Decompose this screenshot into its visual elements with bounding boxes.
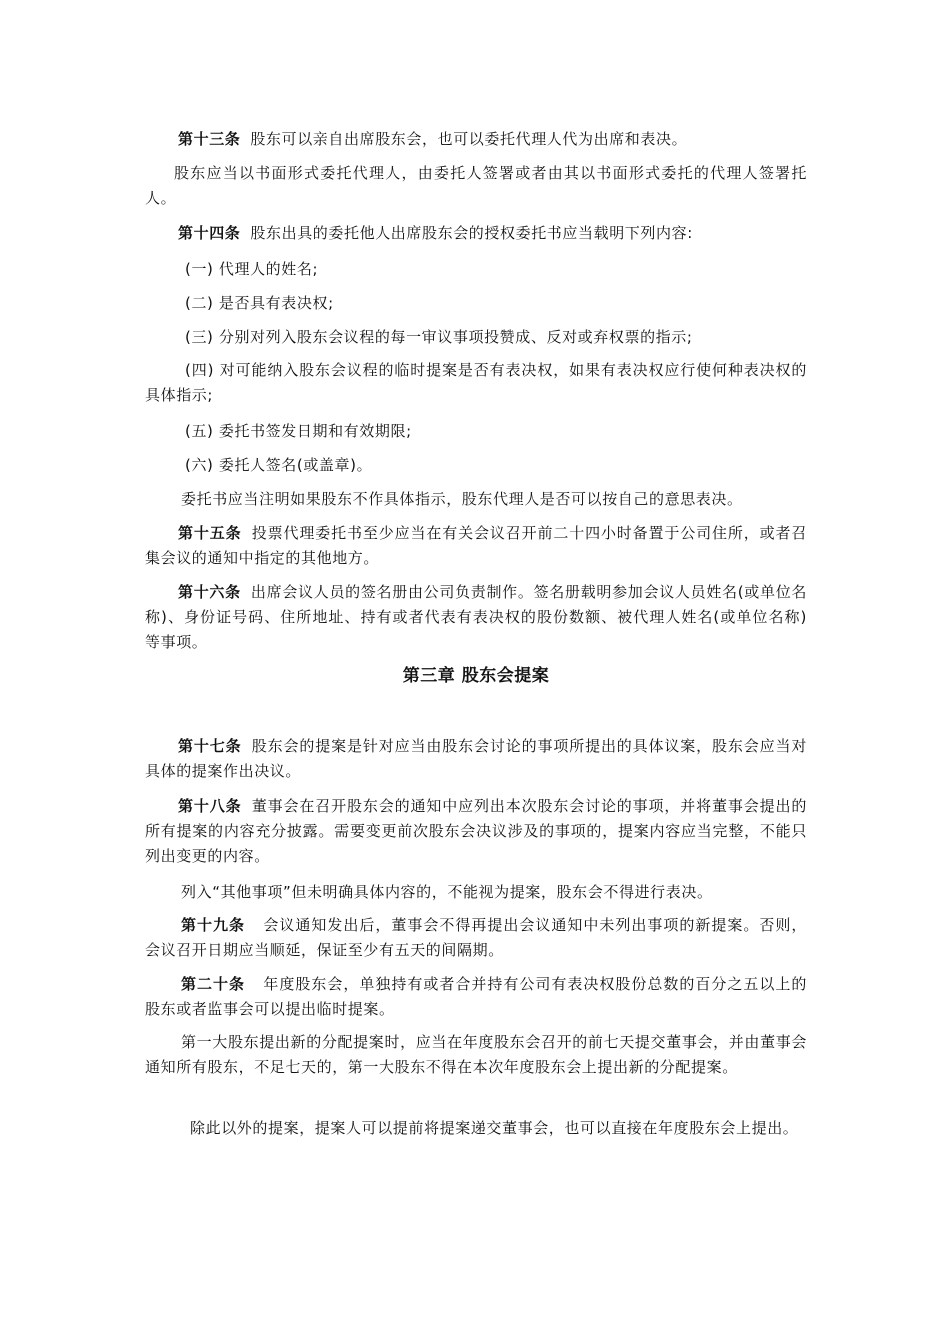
article-20-label: 第二十条 xyxy=(181,975,245,993)
article-20-text: 年度股东会，单独持有或者合并持有公司有表决权股份总数的百分之五以上的股东或者监事会可以提出临时提案。 xyxy=(145,975,807,1018)
article-14-item-2: (二) 是否具有表决权; xyxy=(185,294,334,312)
article-18-paragraph-2: 列入“其他事项”但未明确具体内容的，不能视为提案，股东会不得进行表决。 xyxy=(181,883,713,901)
article-19 xyxy=(145,913,807,963)
article-19-text: 会议通知发出后，董事会不得再提出会议通知中未列出事项的新提案。否则，会议召开日期应当顺延，保证至少有五天的间隔期。 xyxy=(145,916,807,959)
article-14-item-3: (三) 分别对列入股东会议程的每一审议事项投赞成、反对或弃权票的指示; xyxy=(185,328,693,346)
chapter-title: 第三章 股东会提案 xyxy=(402,666,550,686)
article-20-paragraph-3: 除此以外的提案，提案人可以提前将提案递交董事会，也可以直接在年度股东会上提出。 xyxy=(190,1119,799,1137)
article-14-item-5: (五) 委托书签发日期和有效期限; xyxy=(185,422,412,440)
article-18 xyxy=(145,794,807,869)
article-13-paragraph-2: 股东应当以书面形式委托代理人，由委托人签署或者由其以书面形式委托的代理人签署托人。 xyxy=(145,164,807,207)
article-16-text: 出席会议人员的签名册由公司负责制作。签名册载明参加会议人员姓名(或单位名称)、身份证号码、住所地址、持有或者代表有表决权的股份数额、被代理人姓名(或单位名称) 等事项。 xyxy=(145,583,807,651)
article-17-text: 股东会的提案是针对应当由股东会讨论的事项所提出的具体议案，股东会应当对具体的提案作出决议。 xyxy=(145,737,807,780)
article-17 xyxy=(145,734,807,784)
article-14 xyxy=(145,221,807,246)
article-15-text: 投票代理委托书至少应当在有关会议召开前二十四小时备置于公司住所，或者召集会议的通知中指定的其他地方。 xyxy=(145,524,807,567)
article-13 xyxy=(145,127,807,152)
article-15 xyxy=(145,521,807,571)
article-17-label: 第十七条 xyxy=(178,737,242,755)
article-14-item-4: (四) 对可能纳入股东会议程的临时提案是否有表决权，如果有表决权应行使何种表决权的具体指示; xyxy=(145,361,807,404)
article-16 xyxy=(145,580,807,655)
article-15-label: 第十五条 xyxy=(178,524,242,542)
article-20 xyxy=(145,972,807,1022)
article-16-label: 第十六条 xyxy=(178,583,241,601)
article-14-item-6: (六) 委托人签名(或盖章)。 xyxy=(185,456,373,474)
article-13-label: 第十三条 xyxy=(178,130,241,148)
article-18-text: 董事会在召开股东会的通知中应列出本次股东会讨论的事项，并将董事会提出的所有提案的内容充分披露。需要变更前次股东会决议涉及的事项的，提案内容应当完整，不能只列出变更的内容。 xyxy=(145,797,807,865)
article-13-text: 股东可以亲自出席股东会，也可以委托代理人代为出席和表决。 xyxy=(250,130,688,148)
article-14-paragraph-2: 委托书应当注明如果股东不作具体指示，股东代理人是否可以按自己的意思表决。 xyxy=(181,490,743,508)
article-14-text: 股东出具的委托他人出席股东会的授权委托书应当载明下列内容: xyxy=(250,224,693,242)
article-14-label: 第十四条 xyxy=(178,224,241,242)
article-18-label: 第十八条 xyxy=(178,797,242,815)
article-19-label: 第十九条 xyxy=(181,916,245,934)
article-14-item-1: (一) 代理人的姓名; xyxy=(185,260,319,278)
article-20-paragraph-2: 第一大股东提出新的分配提案时，应当在年度股东会召开的前七天提交董事会，并由董事会通知所有股东，不足七天的，第一大股东不得在本次年度股东会上提出新的分配提案。 xyxy=(145,1033,807,1076)
